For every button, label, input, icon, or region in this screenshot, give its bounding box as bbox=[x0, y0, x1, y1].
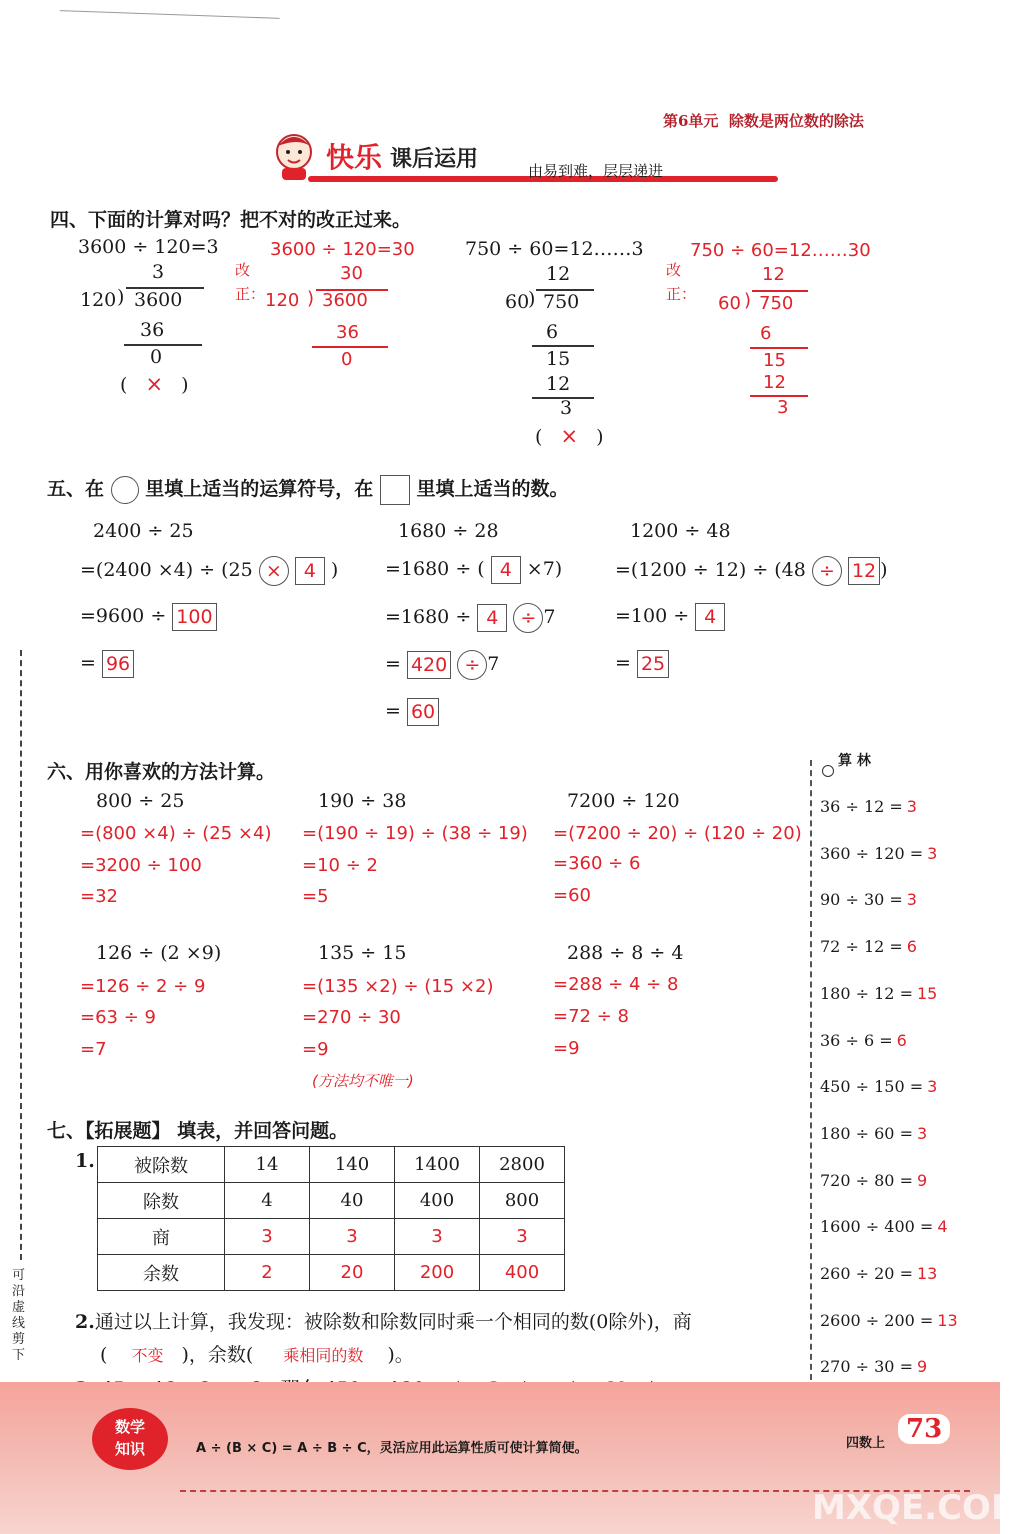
s6-q5: 135 ÷ 15 bbox=[318, 942, 407, 964]
p2-answer-line2 bbox=[750, 347, 808, 349]
footer-tip: A ÷ (B × C) = A ÷ B ÷ C，灵活应用此运算性质可使计算简便。 bbox=[196, 1441, 588, 1456]
c2-l1-text: =1680 ÷ ( bbox=[385, 558, 485, 580]
s6-a1-2: =3200 ÷ 100 bbox=[80, 855, 202, 876]
q2-line2 bbox=[100, 1340, 414, 1367]
p1-answer-divisor: 120 bbox=[265, 290, 300, 311]
sidebar-question: 270 ÷ 30 = bbox=[820, 1357, 913, 1377]
c1-line2 bbox=[80, 603, 217, 631]
s6-a4-2: =63 ÷ 9 bbox=[80, 1007, 156, 1028]
unit-topic: 除数是两位数的除法 bbox=[728, 112, 864, 130]
c2-line3 bbox=[385, 650, 499, 680]
s6-a3-3: =60 bbox=[553, 885, 591, 906]
p1-remainder: 0 bbox=[150, 346, 163, 368]
c2-n3: 420 bbox=[407, 651, 451, 679]
p1-answer-q: 30 bbox=[340, 263, 363, 284]
sidebar-item bbox=[820, 1311, 958, 1330]
c2-l1-tail: ×7) bbox=[526, 558, 563, 580]
s6-a5-1: =(135 ×2) ÷ (15 ×2) bbox=[302, 976, 494, 997]
table-cell: 2800 bbox=[480, 1147, 565, 1183]
s6-a6-1: =288 ÷ 4 ÷ 8 bbox=[553, 974, 679, 995]
section6-title: 六、用你喜欢的方法计算。 bbox=[47, 761, 276, 783]
c3-n1: 12 bbox=[848, 557, 880, 585]
slogan: 由易到难，层层递进 bbox=[528, 162, 664, 180]
footer-badge bbox=[92, 1408, 168, 1470]
unit-header bbox=[663, 110, 864, 131]
cut-hint: 可沿虚线剪下 bbox=[12, 1268, 26, 1363]
s6-q1: 800 ÷ 25 bbox=[96, 790, 185, 812]
sidebar-border bbox=[810, 760, 814, 1380]
p2-remainder: 3 bbox=[560, 397, 573, 419]
sidebar-question: 180 ÷ 12 = bbox=[820, 983, 913, 1003]
p2-bracket: ) bbox=[528, 288, 536, 310]
s6-a1-1: =(800 ×4) ÷ (25 ×4) bbox=[80, 823, 272, 844]
p2-answer-divisor: 60 bbox=[718, 293, 741, 314]
table-cell: 140 bbox=[310, 1147, 395, 1183]
p1-answer-dividend: 3600 bbox=[322, 290, 368, 311]
p2-dividend: 750 bbox=[543, 291, 580, 313]
c2-line2 bbox=[385, 603, 555, 633]
page-number: 73 bbox=[898, 1414, 950, 1444]
p1-answer-eq: 3600 ÷ 120=30 bbox=[270, 239, 415, 260]
sidebar-item bbox=[820, 984, 937, 1003]
sidebar-question: 260 ÷ 20 = bbox=[820, 1264, 913, 1283]
p2-answer-bracket: ) bbox=[744, 290, 752, 311]
c2-n1: 4 bbox=[491, 556, 521, 584]
p2-sub1: 6 bbox=[546, 321, 559, 343]
c3-l1-text: =(1200 ÷ 12) ÷ (48 bbox=[615, 559, 806, 581]
c1-line1 bbox=[80, 556, 338, 586]
table-cell: 14 bbox=[225, 1147, 310, 1183]
sidebar-answer: 6 bbox=[906, 937, 917, 957]
p1-dividend: 3600 bbox=[134, 289, 183, 311]
watermark: MXQE.COM bbox=[812, 1488, 1025, 1528]
c2-op2: ÷ bbox=[513, 603, 543, 633]
table-cell: 3 bbox=[310, 1219, 395, 1255]
p2-equation: 750 ÷ 60=12……3 bbox=[465, 238, 644, 260]
table-cell: 3 bbox=[395, 1219, 480, 1255]
c3-n2: 4 bbox=[695, 603, 725, 631]
s6-note: (方法均不唯一) bbox=[312, 1072, 414, 1090]
c1-line3 bbox=[80, 650, 134, 678]
s6-a1-3: =32 bbox=[80, 886, 118, 907]
c3-l2-text: =100 ÷ bbox=[615, 605, 690, 627]
p1-mark: × bbox=[145, 372, 164, 396]
c3-line3 bbox=[615, 650, 669, 678]
sidebar-question: 360 ÷ 120 = bbox=[820, 843, 924, 863]
p1-answer-bracket: ) bbox=[307, 288, 315, 309]
sidebar-answer: 4 bbox=[937, 1217, 948, 1237]
s6-q4: 126 ÷ (2 ×9) bbox=[96, 942, 222, 964]
c1-op: × bbox=[259, 556, 289, 586]
s6-a3-2: =360 ÷ 6 bbox=[553, 853, 641, 874]
c1-l2-text: =9600 ÷ bbox=[80, 605, 167, 627]
sidebar-item bbox=[820, 937, 917, 956]
s6-a5-2: =270 ÷ 30 bbox=[302, 1007, 401, 1028]
table-cell: 20 bbox=[310, 1255, 395, 1291]
cut-dashed-line bbox=[20, 650, 22, 1260]
sidebar-question: 180 ÷ 60 = bbox=[820, 1123, 913, 1143]
sidebar-answer: 3 bbox=[906, 797, 917, 816]
table-header-cell: 商 bbox=[98, 1219, 225, 1255]
sidebar-answer: 9 bbox=[916, 1357, 928, 1377]
sidebar-item bbox=[820, 797, 917, 816]
sidebar-answer: 3 bbox=[906, 890, 917, 910]
c2-line1 bbox=[385, 556, 562, 584]
brand-kuaile: 快乐 bbox=[326, 141, 383, 174]
c1-n1: 4 bbox=[295, 557, 325, 585]
c2-l4-text: = bbox=[385, 700, 401, 722]
sidebar-item bbox=[820, 1217, 948, 1236]
c2-l3-text: = bbox=[385, 653, 401, 675]
c1-l1-text: =(2400 ×4) ÷ (25 bbox=[80, 559, 253, 581]
c3-l1-close: ) bbox=[880, 559, 888, 581]
q2-answer1: 不变 bbox=[131, 1346, 164, 1365]
p2-judge bbox=[535, 424, 604, 448]
p1-quotient: 3 bbox=[152, 261, 165, 283]
paren-right: ) bbox=[181, 374, 189, 396]
table-row bbox=[98, 1147, 565, 1183]
sidebar-item bbox=[820, 1264, 937, 1283]
sidebar-item bbox=[820, 1357, 927, 1376]
c2-line4 bbox=[385, 698, 439, 726]
q2-number: 2. bbox=[75, 1311, 95, 1333]
table-cell: 400 bbox=[395, 1183, 480, 1219]
table-header-cell: 余数 bbox=[98, 1255, 225, 1291]
c3-l3-text: = bbox=[615, 652, 631, 674]
sidebar-answer: 13 bbox=[916, 1264, 938, 1283]
box-symbol-icon bbox=[380, 475, 410, 505]
section5-title-b: 里填上适当的运算符号，在 bbox=[145, 478, 374, 500]
sidebar-answer: 6 bbox=[896, 1030, 907, 1050]
s6-a6-3: =9 bbox=[553, 1038, 580, 1059]
sidebar-item bbox=[820, 844, 937, 863]
c1-n2: 100 bbox=[172, 603, 216, 631]
table-cell: 3 bbox=[480, 1219, 565, 1255]
sidebar-answer: 15 bbox=[916, 983, 938, 1003]
p2-divisor: 60 bbox=[505, 291, 530, 313]
sidebar-question: 1600 ÷ 400 = bbox=[820, 1217, 934, 1237]
c1-l3-text: = bbox=[80, 652, 96, 674]
paren-left: ( bbox=[535, 426, 543, 448]
s6-q3: 7200 ÷ 120 bbox=[567, 790, 680, 812]
table-header-cell: 被除数 bbox=[98, 1147, 225, 1183]
sidebar-question: 36 ÷ 12 = bbox=[820, 797, 903, 816]
p1-sub1: 36 bbox=[140, 319, 165, 341]
p2-answer-bar bbox=[752, 290, 808, 292]
section4-title: 四、下面的计算对吗？把不对的改正过来。 bbox=[50, 209, 412, 231]
sidebar-answer: 3 bbox=[927, 843, 938, 863]
s6-a2-2: =10 ÷ 2 bbox=[302, 855, 378, 876]
q2-paren-open: ( bbox=[100, 1344, 108, 1366]
sidebar-answer: 3 bbox=[927, 1077, 938, 1097]
q2-text: 通过以上计算，我发现：被除数和除数同时乘一个相同的数(0除外)，商 bbox=[94, 1311, 692, 1333]
table-cell: 40 bbox=[310, 1183, 395, 1219]
dividend-table bbox=[97, 1146, 565, 1291]
p2-answer-dividend: 750 bbox=[759, 293, 794, 314]
paren-right: ) bbox=[596, 426, 604, 448]
sidebar-answer: 9 bbox=[916, 1170, 928, 1190]
s6-a4-1: =126 ÷ 2 ÷ 9 bbox=[80, 976, 206, 997]
sidebar-item bbox=[820, 1124, 927, 1143]
q2-answer2: 乘相同的数 bbox=[283, 1346, 364, 1365]
p2-answer-sub2: 15 bbox=[763, 350, 786, 371]
c1-n3: 96 bbox=[102, 650, 134, 678]
p2-answer-sub3: 12 bbox=[763, 372, 786, 393]
q2-line1 bbox=[75, 1307, 692, 1334]
unit-number: 第6单元 bbox=[663, 112, 719, 130]
s6-q6: 288 ÷ 8 ÷ 4 bbox=[567, 942, 684, 964]
c2-l3-tail: 7 bbox=[487, 653, 500, 675]
c2-l2-tail: 7 bbox=[543, 606, 556, 628]
c3-line1 bbox=[615, 556, 888, 586]
c3-n3: 25 bbox=[637, 650, 669, 678]
p1-equation: 3600 ÷ 120=3 bbox=[78, 236, 219, 258]
q2-end: )。 bbox=[387, 1344, 414, 1366]
sidebar-question: 450 ÷ 150 = bbox=[820, 1077, 924, 1097]
sidebar-ring-icon bbox=[822, 765, 834, 777]
table-cell: 4 bbox=[225, 1183, 310, 1219]
s6-a5-3: =9 bbox=[302, 1039, 329, 1060]
table-row bbox=[98, 1219, 565, 1255]
sidebar-item bbox=[820, 1077, 937, 1096]
sidebar-question: 2600 ÷ 200 = bbox=[820, 1310, 934, 1330]
p1-judge bbox=[120, 372, 189, 396]
brand-logo bbox=[268, 128, 518, 186]
circle-symbol-icon bbox=[111, 476, 139, 504]
section7-title: 七、【拓展题】 填表，并回答问题。 bbox=[47, 1120, 349, 1142]
sidebar-item bbox=[820, 1031, 907, 1050]
p1-answer-line2 bbox=[312, 346, 388, 348]
sidebar-question: 720 ÷ 80 = bbox=[820, 1170, 913, 1190]
p2-answer-q: 12 bbox=[762, 264, 785, 285]
p2-mark: × bbox=[560, 424, 579, 448]
q2-mid: )，余数( bbox=[181, 1344, 254, 1366]
table-header-cell: 除数 bbox=[98, 1183, 225, 1219]
table-cell: 400 bbox=[480, 1255, 565, 1291]
s6-a3-1: =(7200 ÷ 20) ÷ (120 ÷ 20) bbox=[553, 823, 802, 844]
s6-q2: 190 ÷ 38 bbox=[318, 790, 407, 812]
sidebar-title: 算 林 bbox=[838, 753, 871, 769]
s6-a2-3: =5 bbox=[302, 886, 329, 907]
c2-question: 1680 ÷ 28 bbox=[398, 520, 499, 542]
sidebar-question: 36 ÷ 6 = bbox=[820, 1030, 893, 1050]
table-cell: 1400 bbox=[395, 1147, 480, 1183]
c3-op: ÷ bbox=[812, 556, 842, 586]
paren-left: ( bbox=[120, 374, 128, 396]
c2-n4: 60 bbox=[407, 698, 439, 726]
c3-question: 1200 ÷ 48 bbox=[630, 520, 731, 542]
table-cell: 200 bbox=[395, 1255, 480, 1291]
s6-a2-1: =(190 ÷ 19) ÷ (38 ÷ 19) bbox=[302, 823, 528, 844]
p1-answer-r: 0 bbox=[341, 349, 353, 370]
sidebar-question: 72 ÷ 12 = bbox=[820, 937, 903, 957]
sidebar-header bbox=[822, 750, 871, 777]
c3-line2 bbox=[615, 603, 725, 631]
p2-answer-eq: 750 ÷ 60=12……30 bbox=[690, 240, 871, 261]
p1-line2 bbox=[124, 344, 202, 346]
c2-l2-text: =1680 ÷ bbox=[385, 606, 472, 628]
p2-answer-r: 3 bbox=[777, 397, 789, 418]
brand-kehou: 课后运用 bbox=[390, 147, 479, 172]
p2-quotient: 12 bbox=[546, 263, 571, 285]
s6-a6-2: =72 ÷ 8 bbox=[553, 1006, 629, 1027]
p1-bracket: ) bbox=[117, 286, 125, 308]
badge-line1: 数学 bbox=[114, 1418, 145, 1436]
s6-a4-3: =7 bbox=[80, 1039, 107, 1060]
sidebar-question: 90 ÷ 30 = bbox=[820, 890, 903, 910]
badge-line2: 知识 bbox=[114, 1440, 145, 1458]
p1-divisor: 120 bbox=[80, 289, 117, 311]
p1-answer-sub: 36 bbox=[336, 322, 359, 343]
c2-n2: 4 bbox=[477, 604, 507, 632]
table-row bbox=[98, 1255, 565, 1291]
p2-fix-label: 改正： bbox=[666, 261, 697, 303]
table-row bbox=[98, 1183, 565, 1219]
section5-title-a: 五、在 bbox=[47, 478, 105, 500]
cartoon-boy-icon bbox=[268, 130, 320, 182]
sidebar-item bbox=[820, 1171, 927, 1190]
p2-line2 bbox=[532, 345, 594, 347]
q1-number: 1. bbox=[75, 1150, 95, 1172]
top-edge-line bbox=[60, 0, 280, 19]
p2-sub3: 12 bbox=[546, 373, 571, 395]
p2-sub2: 15 bbox=[546, 348, 571, 370]
c2-op3: ÷ bbox=[457, 650, 487, 680]
table-cell: 3 bbox=[225, 1219, 310, 1255]
p1-fix-label: 改正： bbox=[235, 261, 266, 303]
section5-title bbox=[47, 474, 569, 505]
c1-question: 2400 ÷ 25 bbox=[93, 520, 194, 542]
section5-title-c: 里填上适当的数。 bbox=[416, 478, 569, 500]
sidebar-answer: 13 bbox=[937, 1310, 958, 1330]
sidebar-answer: 3 bbox=[916, 1123, 928, 1143]
c1-l1-close: ) bbox=[330, 559, 339, 581]
table-cell: 2 bbox=[225, 1255, 310, 1291]
table-cell: 800 bbox=[480, 1183, 565, 1219]
p2-answer-sub1: 6 bbox=[760, 323, 772, 344]
sidebar-item bbox=[820, 890, 917, 909]
grade-label: 四数上 bbox=[846, 1436, 886, 1451]
